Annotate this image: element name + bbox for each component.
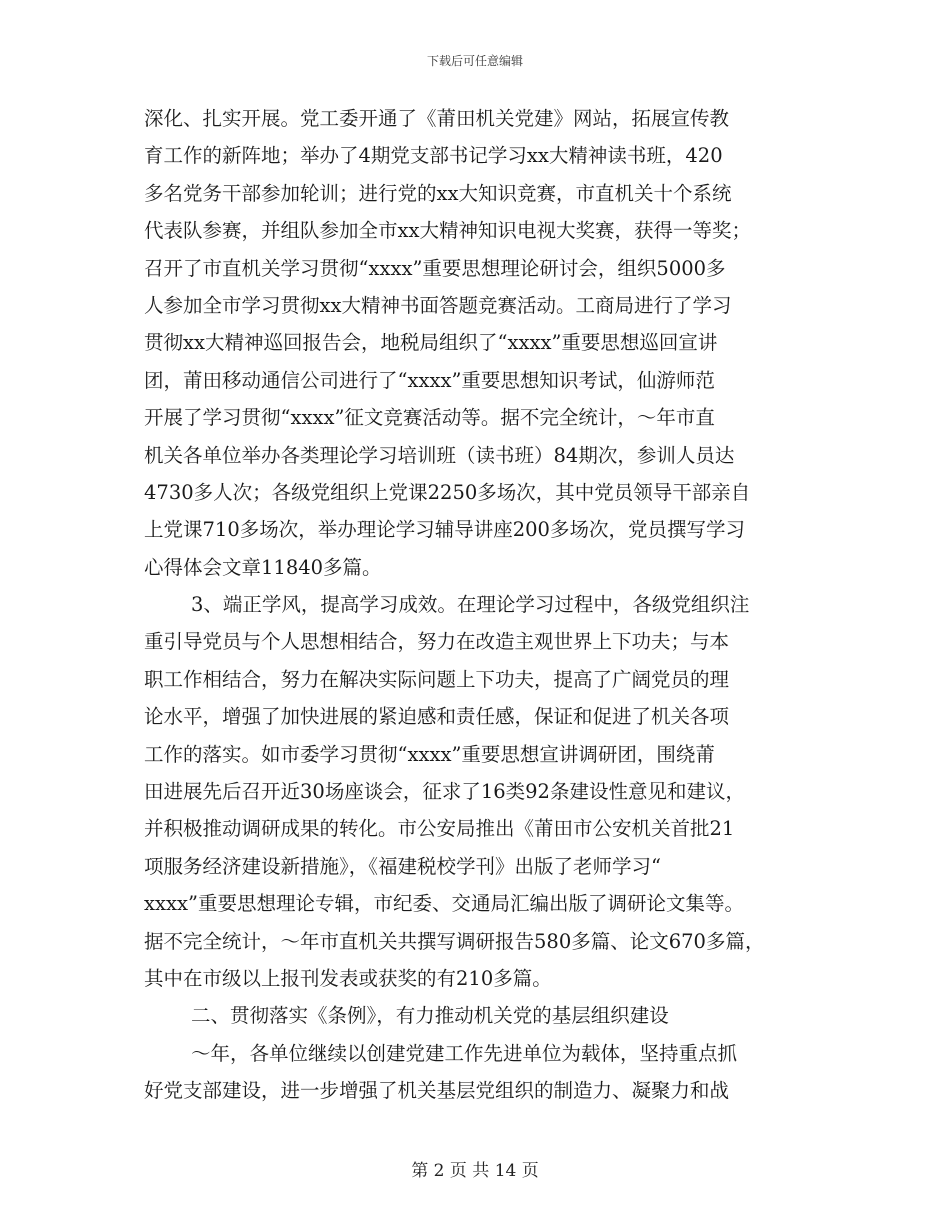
text-line: 重引导党员与个人思想相结合，努力在改造主观世界上下功夫；与本 (144, 630, 730, 654)
text-line: 项服务经济建设新措施》，《福建税校学刊》出版了老师学习“ (144, 854, 661, 878)
text-line: 心得体会文章11840多篇。 (144, 555, 382, 579)
document-body (144, 100, 844, 1110)
page-number-footer: 第 2 页 共 14 页 (411, 1161, 539, 1181)
text-line: 育工作的新阵地；举办了4期党支部书记学习xx大精神读书班，420 (144, 144, 723, 168)
text-line: 上党课710多场次，举办理论学习辅导讲座200多场次，党员撰写学习 (144, 518, 745, 542)
text-line: ～年，各单位继续以创建党建工作先进单位为载体，坚持重点抓 (191, 1041, 738, 1065)
text-line: 团，莆田移动通信公司进行了“xxxx”重要思想知识考试，仙游师范 (144, 368, 715, 392)
text-line: 深化、扎实开展。党工委开通了《莆田机关党建》网站，拓展宣传教 (144, 107, 730, 130)
text-line: 据不完全统计，～年市直机关共撰写调研报告580多篇、论文670多篇， (144, 929, 765, 953)
text-line: 田进展先后召开近30场座谈会，征求了16类92条建设性意见和建议， (144, 780, 745, 804)
text-line: 开展了学习贯彻“xxxx”征文竞赛活动等。据不完全统计，～年市直 (144, 406, 715, 430)
text-line: 并积极推动调研成果的转化。市公安局推出《莆田市公安机关首批21 (144, 817, 735, 841)
text-line: 3、端正学风，提高学习成效。在理论学习过程中，各级党组织注 (191, 593, 750, 617)
text-line: 贯彻xx大精神巡回报告会，地税局组织了“xxxx”重要思想巡回宣讲 (144, 331, 718, 355)
text-line: 人参加全市学习贯彻xx大精神书面答题竞赛活动。工商局进行了学习 (144, 293, 732, 317)
text-line: 好党支部建设，进一步增强了机关基层党组织的制造力、凝聚力和战 (144, 1079, 730, 1103)
text-line: 召开了市直机关学习贯彻“xxxx”重要思想理论研讨会，组织5000多 (144, 256, 726, 280)
text-line: 工作的落实。如市委学习贯彻“xxxx”重要思想宣讲调研团，围绕莆 (144, 742, 715, 766)
text-line: 代表队参赛，并组队参加全市xx大精神知识电视大奖赛，获得一等奖； (144, 219, 751, 243)
text-line: xxxx”重要思想理论专辑，市纪委、交通局汇编出版了调研论文集等。 (144, 892, 744, 916)
text-line: 多名党务干部参加轮训；进行党的xx大知识竞赛，市直机关十个系统 (144, 181, 732, 205)
text-line: 机关各单位举办各类理论学习培训班（读书班）84期次，参训人员达 (144, 443, 735, 467)
text-line: 4730多人次；各级党组织上党课2250多场次，其中党员领导干部亲自 (144, 480, 751, 504)
page-header: 下载后可任意编辑 (426, 54, 523, 68)
text-line: 职工作相结合，努力在解决实际问题上下功夫，提高了广阔党员的理 (144, 667, 730, 691)
text-line: 二、贯彻落实《条例》，有力推动机关党的基层组织建设 (191, 1004, 669, 1028)
text-line: 其中在市级以上报刊发表或获奖的有210多篇。 (144, 966, 552, 990)
text-line: 论水平，增强了加快进展的紧迫感和责任感，保证和促进了机关各项 (144, 705, 730, 729)
